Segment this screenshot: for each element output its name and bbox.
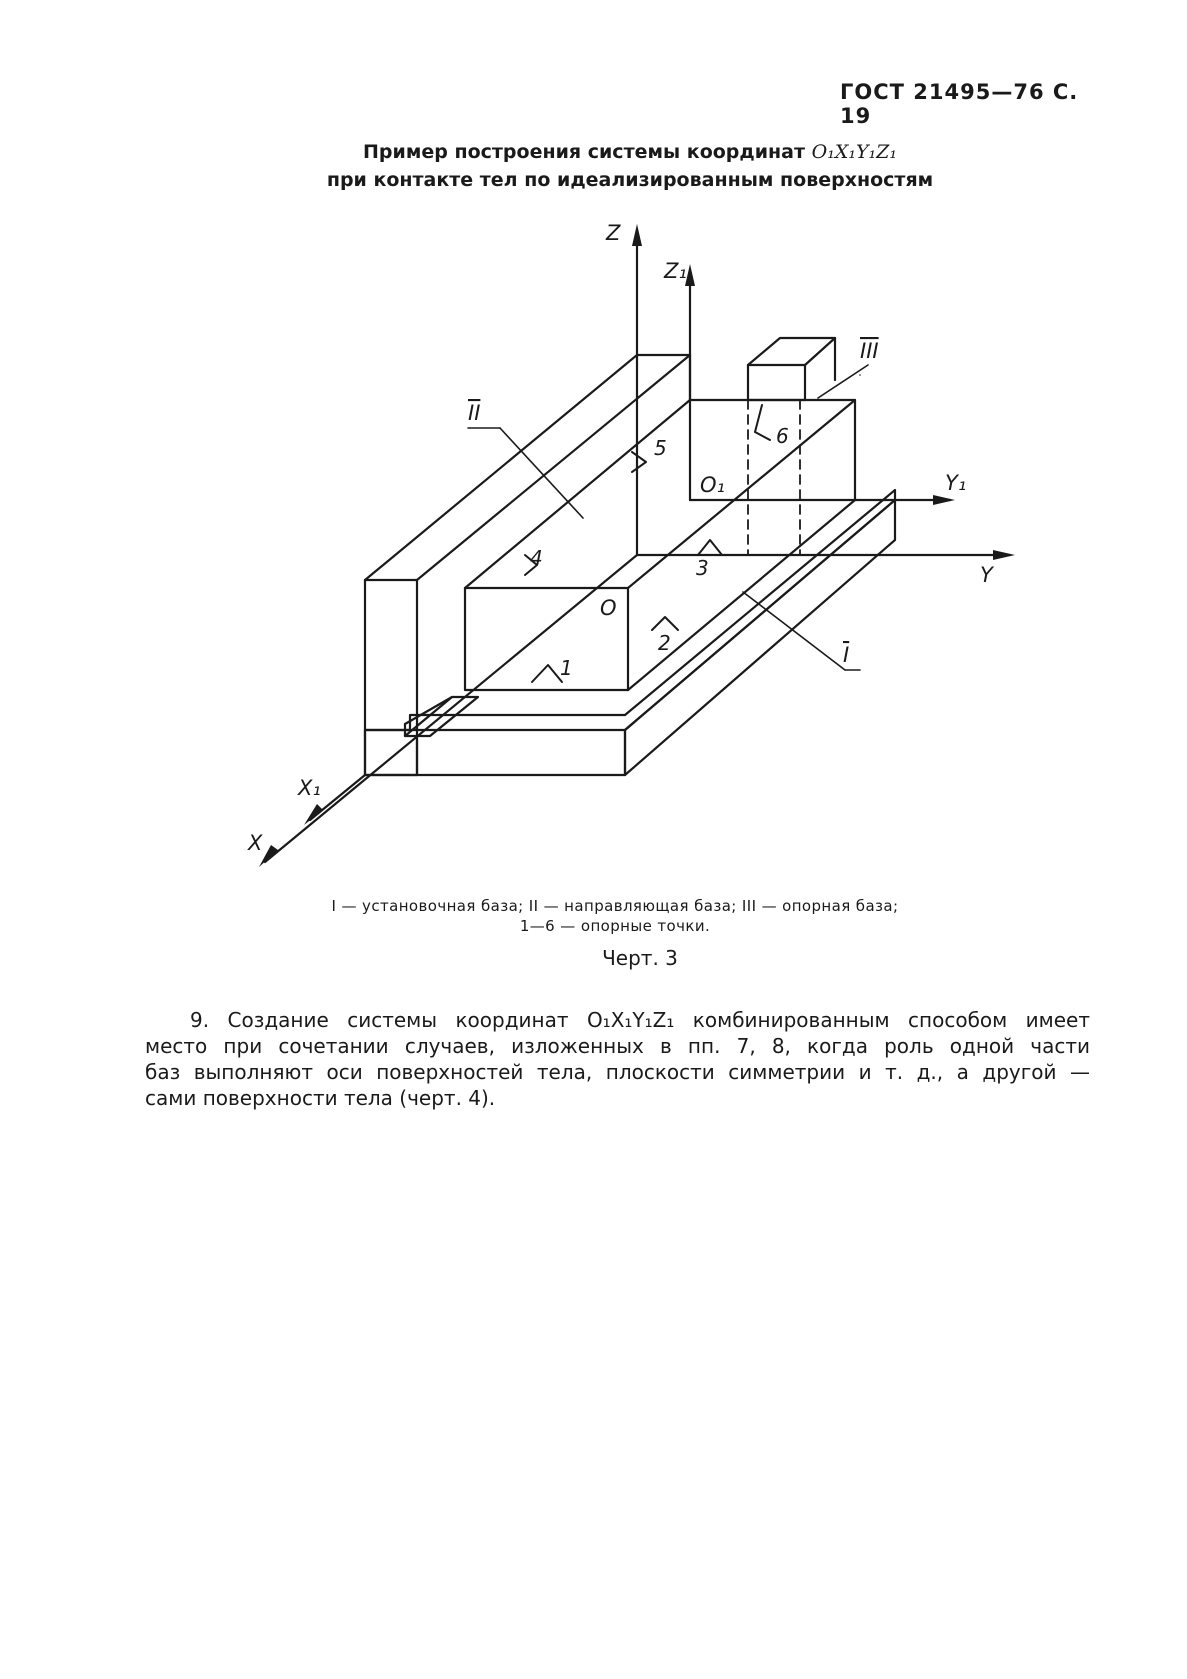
legend-line2: 1—6 — опорные точки. — [519, 917, 711, 935]
body-paragraph — [145, 1007, 1090, 1111]
origin-label-o: O — [600, 596, 617, 620]
axes — [259, 224, 1015, 867]
paragraph-line3: баз выполняют оси поверхностей тела, плоскости симметрии и т. д., а другой — — [145, 1060, 1090, 1084]
axis-label-z1: Z₁ — [664, 259, 687, 283]
origin-label-o1: O₁ — [700, 473, 725, 497]
support-block-III — [748, 338, 835, 400]
legend-line1: I — установочная база; II — направляющая база; III — опорная база; — [331, 897, 899, 915]
base-label-II: II — [468, 401, 481, 425]
axis-label-x: X — [248, 831, 263, 855]
title-line2: при контакте тел по идеализированным поверхностям — [326, 169, 934, 191]
point-label-5: 5 — [654, 436, 667, 460]
axis-label-y1: Y₁ — [945, 471, 967, 495]
axis-label-y: Y — [980, 563, 993, 587]
base-label-III: III — [860, 339, 879, 363]
paragraph-line2: место при сочетании случаев, изложенных в пп. 7, 8, когда роль одной части — [145, 1034, 1090, 1058]
point-label-1: 1 — [560, 656, 573, 680]
point-label-3: 3 — [696, 556, 709, 580]
guide-wall-II — [365, 355, 690, 775]
paragraph-line4: сами поверхности тела (черт. 4). — [145, 1086, 496, 1110]
figure-legend — [180, 896, 1050, 936]
point-label-6: 6 — [776, 424, 789, 448]
axis-label-z: Z — [606, 221, 621, 245]
leaders — [468, 365, 868, 670]
axis-label-x1: X₁ — [298, 776, 321, 800]
base-label-I: I — [843, 643, 850, 667]
paragraph-line1: 9. Создание системы координат O₁X₁Y₁Z₁ комбинированным способом имеет — [190, 1008, 1090, 1032]
point-label-2: 2 — [658, 631, 671, 655]
x-axis — [265, 555, 637, 862]
point-markers — [525, 405, 770, 682]
figure-caption: Черт. 3 — [602, 946, 678, 970]
title-formula: O₁X₁Y₁Z₁ — [811, 141, 897, 163]
title-line1: Пример построения системы координат — [363, 141, 806, 163]
point-label-4: 4 — [530, 546, 543, 570]
page-header: ГОСТ 21495—76 С. 19 — [840, 80, 1079, 128]
